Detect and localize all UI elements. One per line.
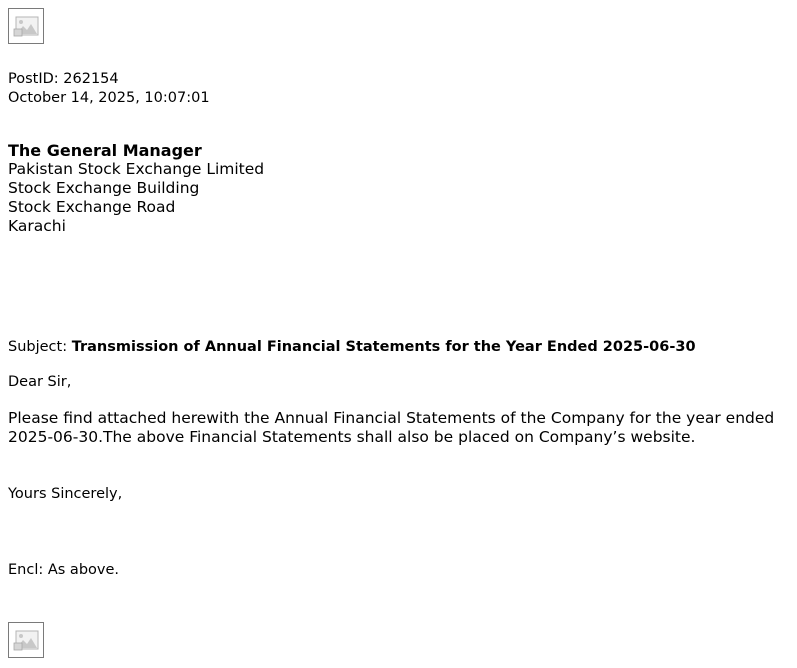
recipient-address [8,141,264,236]
letter-body: Please find attached herewith the Annual Financial Statements of the Company for the year ended 2025-06-30.The above Financial Statements shall also be placed on Company’s website. [8,409,775,446]
address-line: Pakistan Stock Exchange Limited [8,160,265,178]
subject-text: Transmission of Annual Financial Statements for the Year Ended 2025-06-30 [71,339,696,355]
address-line: Karachi [8,217,66,235]
footer-broken-image-icon [8,622,44,658]
post-meta [8,70,210,108]
post-datetime: October 14, 2025, 10:07:01 [8,90,210,106]
enclosure-note: Encl: As above. [8,562,120,578]
post-id: PostID: 262154 [8,71,119,87]
header-broken-image-icon [8,8,44,44]
subject-line [8,338,696,357]
subject-label: Subject: [8,339,68,355]
recipient-title: The General Manager [8,141,202,160]
address-line: Stock Exchange Building [8,179,200,197]
salutation: Dear Sir, [8,374,72,390]
address-line: Stock Exchange Road [8,198,176,216]
closing: Yours Sincerely, [8,486,123,502]
